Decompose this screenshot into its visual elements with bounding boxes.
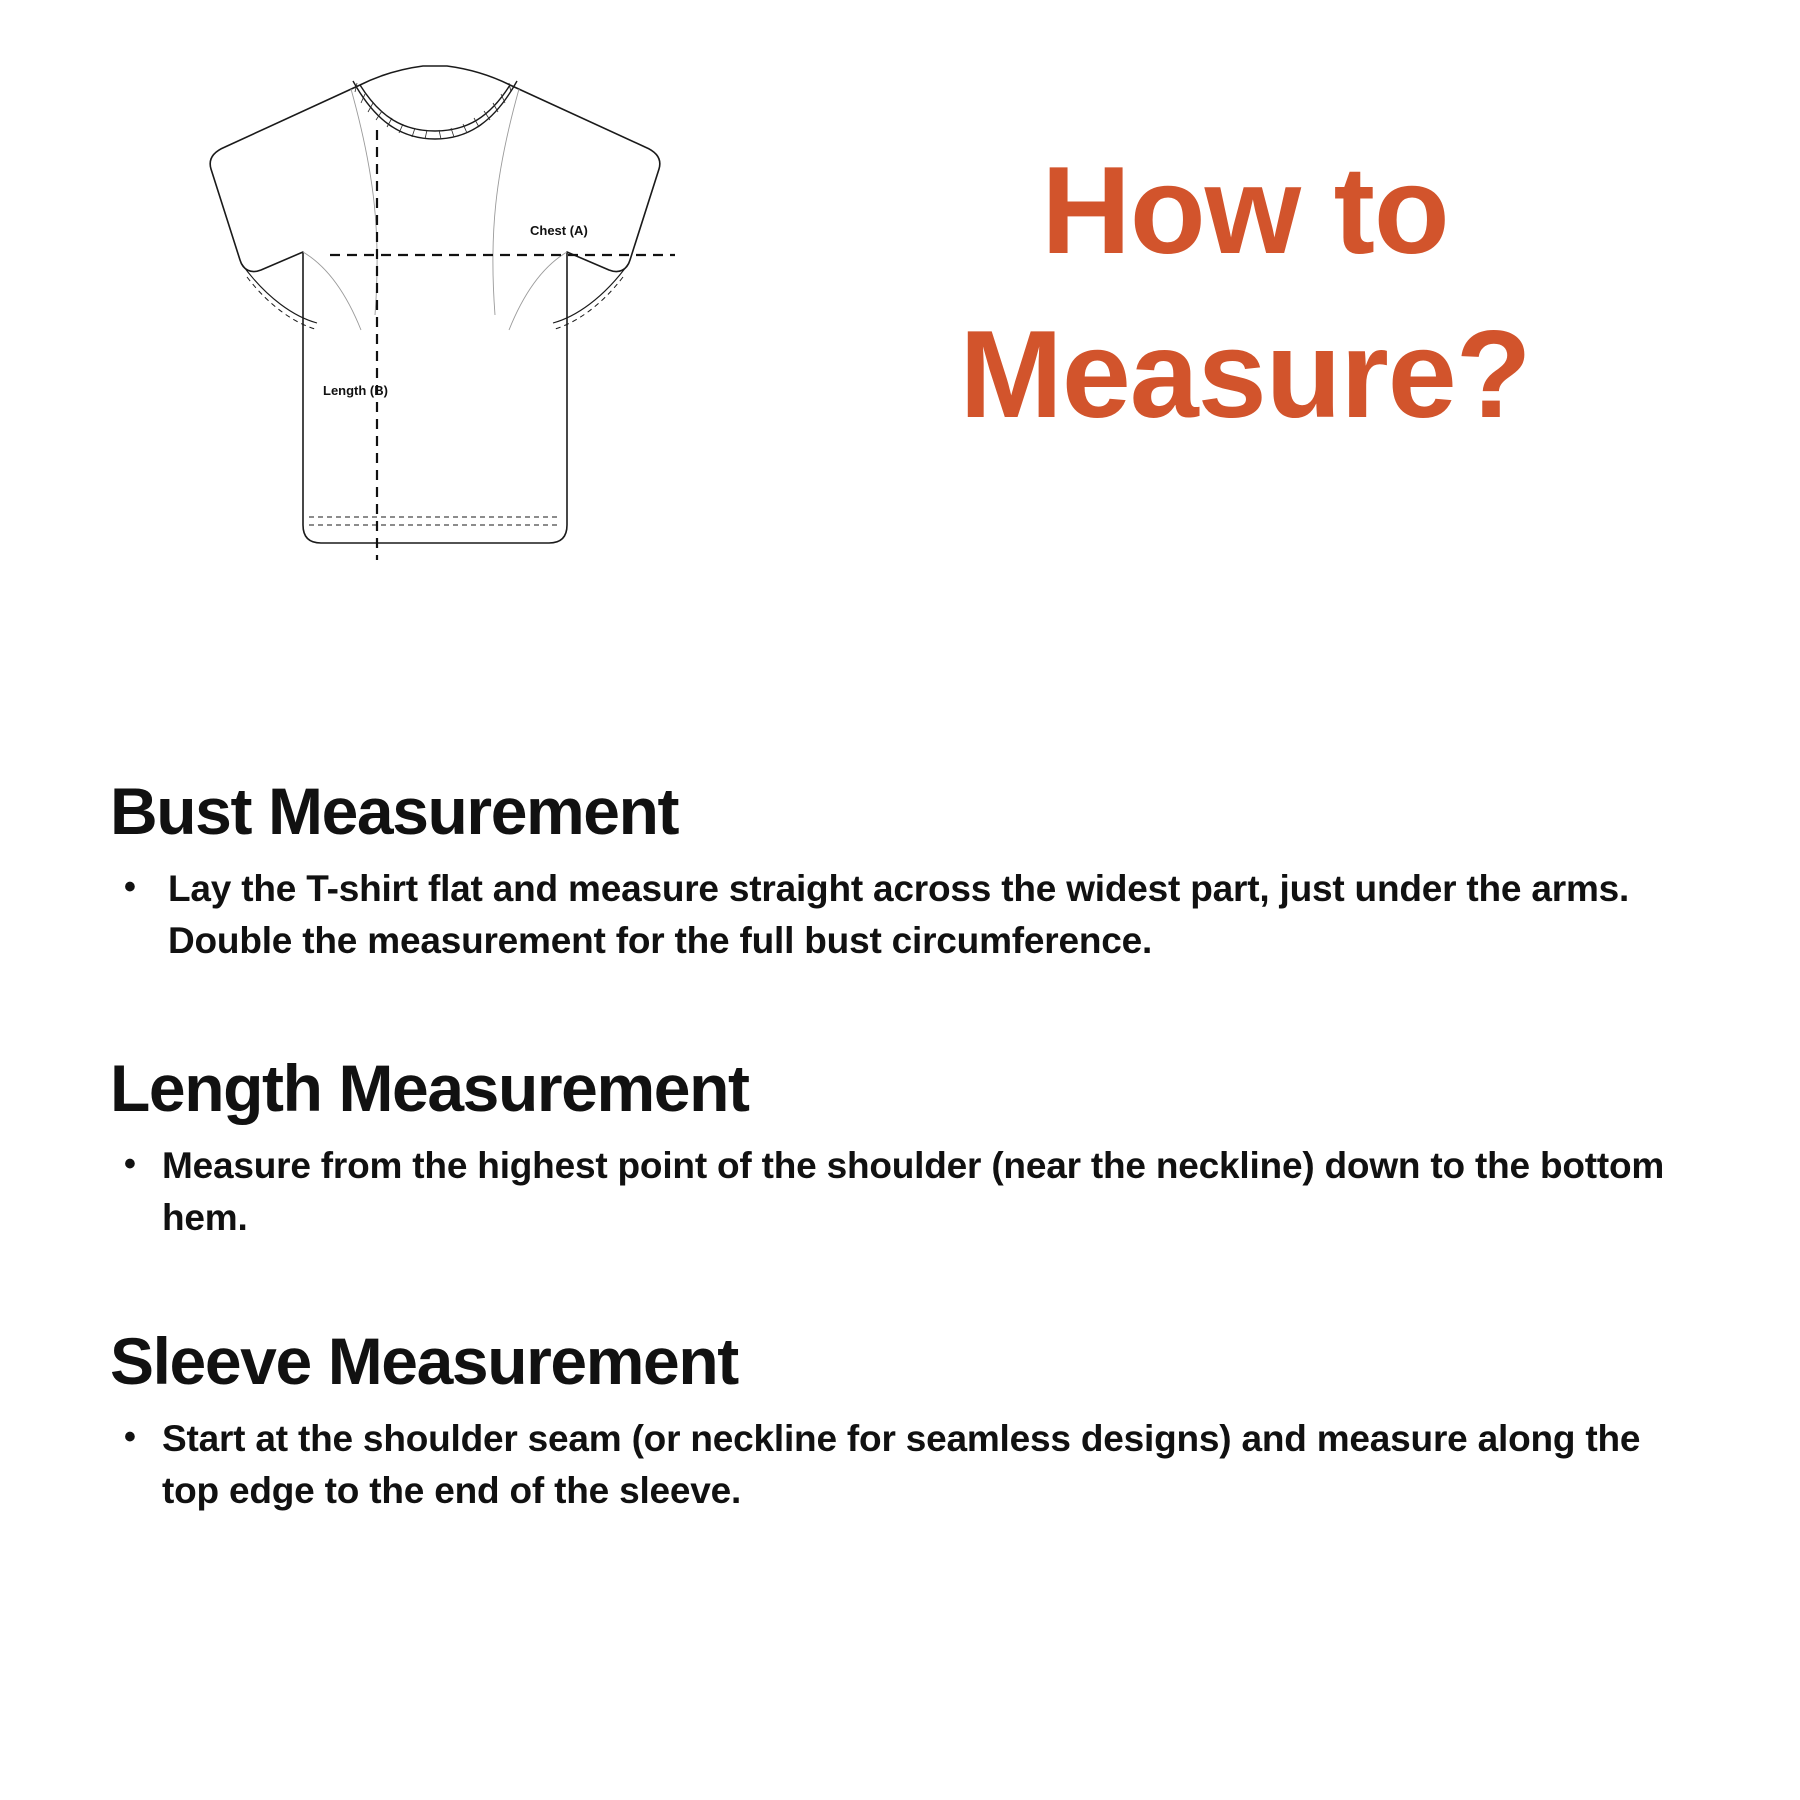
section-bust (110, 775, 1700, 968)
title-line-1: How to (1041, 142, 1449, 280)
title-line-2: Measure? (959, 305, 1531, 444)
section-length-heading: Length Measurement (110, 1050, 749, 1125)
list-item: • Lay the T-shirt flat and measure straight across the widest part, just under the arms. Double the measurement for the full bust circumference. (110, 863, 1700, 968)
section-bust-heading: Bust Measurement (110, 774, 679, 848)
section-sleeve-list (110, 1413, 1700, 1518)
section-sleeve-heading: Sleeve Measurement (110, 1323, 738, 1398)
list-item: • Start at the shoulder seam (or neckline for seamless designs) and measure along the top edge to the end of the sleeve. (110, 1413, 1700, 1518)
section-length-list (110, 1140, 1700, 1245)
section-sleeve (110, 1325, 1700, 1518)
section-bust-list (110, 863, 1700, 968)
tshirt-diagram (175, 55, 695, 615)
chest-label: Chest (A) (530, 223, 588, 238)
length-label: Length (B) (323, 383, 388, 398)
page-title (850, 130, 1640, 457)
header-section (0, 0, 1800, 700)
list-item: • Measure from the highest point of the shoulder (near the neckline) down to the bottom hem. (110, 1140, 1700, 1245)
instructions-content (110, 775, 1700, 1518)
section-length (110, 1052, 1700, 1245)
